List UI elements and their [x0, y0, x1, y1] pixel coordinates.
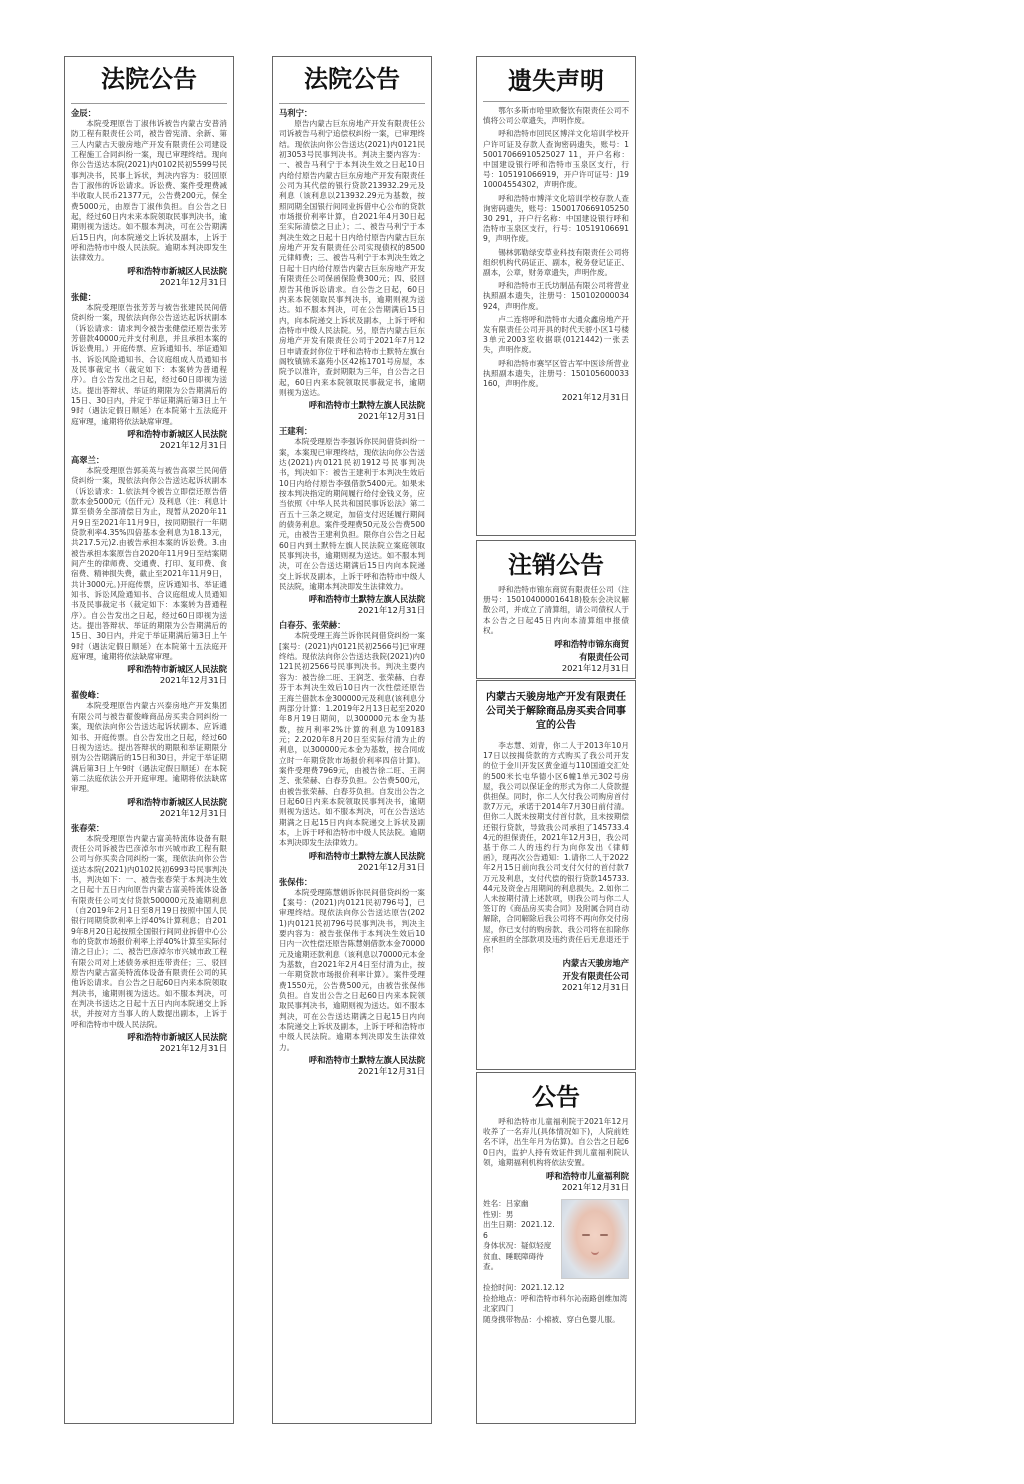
notice-court: 呼和浩特市新城区人民法院 [127, 265, 227, 276]
developer-date: 2021年12月31日 [561, 982, 629, 993]
notice-date: 2021年12月31日 [357, 1066, 425, 1077]
eye-shape [582, 1234, 590, 1236]
notice-date: 2021年12月31日 [159, 276, 227, 287]
court-notice [71, 823, 227, 1055]
child-info-line: 身体状况：疑似轻度贫血、睡眠障碍待查。 [483, 1241, 552, 1272]
notice-court: 呼和浩特市土默特左旗人民法院 [308, 850, 425, 861]
court-notices-column-1 [64, 56, 234, 1424]
cancel-date: 2021年12月31日 [561, 663, 629, 674]
notice-date: 2021年12月31日 [159, 439, 227, 450]
announce-date: 2021年12月31日 [561, 1182, 629, 1193]
notice-body: 本院受理原告郭美英与被告高翠兰民间借贷纠纷一案，现依法向你公告送达起诉状副本（诉讼请求：1.依法判令被告立即偿还原告借款本金5000元（伍仟元）及利息（注：利息计算至债务全部清偿日为止，现暂从2020年11月9日至2021年11月9日，按同期银行一年期贷款利率4.35%四倍基本金利息为18.13元，共217.5元)2.由被告承担本案的诉讼费。3.由被告承担本案原告自2020年11月9日至结案期间产生的律师费、交通费、打印、复印费、食宿费、精神损失费，截止至2021年11月9日，共计3000元。)开庭传票，应诉通知书、举证通知书、诉讼风险通知书、合议庭组成人员通知书及民事裁定书（裁定如下：本案转为普通程序）。自公告发出之日起，经过60日即视为送达。提出答辩状、举证的期限为公告期满后的15日、30日内，并定于举证期满后第3日上午9时（遇法定假日顺延）在本院第十五法庭开庭审理，逾期将依法缺席审理。 [71, 465, 228, 662]
court-notice [279, 108, 425, 422]
notice-body: 本院受理王海兰诉你民间借贷纠纷一案[案号：(2021)内0121民初2566号]已审理终结。现依法向你公告送达我院(2021)内0121民初2566号民事判决书。判决主要内容为：被告徐二旺、王润芝、张荣赫、白春芬于本判决生效后10日内一次性偿还原告王海兰借款本金300000元及利息(该利息分两部分计算：1.2019年2月13日起至2020年8月19日期间，以300000元本金为基数，按月利率2%计算的利息为109183元；2.2020年8月20日至实际付清为止的利息，以300000元本金为基数，按合同成立时一年期贷款市场报价利率四倍计算)。案件受理费7969元，由被告徐二旺、王润芝、张荣赫、白春芬负担。公告费500元，由被告张荣赫、白春芬负担。自发出公告之日起60日内来本院领取民事判决书，逾期则视为送达。如不服本判决，可在公告送达期满之日起15日内向本院递交上诉状及副本，上诉于呼和浩特市中级人民法院。逾期本判决即发生法律效力。 [279, 631, 425, 848]
notice-date: 2021年12月31日 [159, 675, 227, 686]
notice-date: 2021年12月31日 [357, 411, 425, 422]
child-info-section [483, 1199, 629, 1279]
lost-item: 呼和浩特市王氏坊制品有限公司将营业执照副本遗失，注册号：150102000034924，声明作废。 [483, 281, 629, 311]
notice-body: 本院受理原告丁淑伟诉被告内蒙古安普消防工程有限责任公司，被告曾宪清、余新、第三人内蒙古天骏房地产开发有限责任公司建设工程施工合同纠纷一案，现已审理终结。现向你公告送达本院(2021)内0102民初5599号民事判决书，民事上诉状，判决内容为：驳回原告丁淑伟的诉讼请求。诉讼费、案件受理费减半收取人民币21377元，公告费200元，保全费5000元，由原告丁淑伟负担。自公告之日起，经过60日内未来本院领取民事判决书，逾期则视为送达。如不服本判决，可在公告期满后15日内，向本院递交上诉状及副本，上诉于呼和浩特市中级人民法院。逾期本判决即发生法律效力。 [71, 119, 227, 263]
child-info-list [483, 1199, 557, 1279]
notice-addressee: 张健： [71, 291, 96, 302]
pickup-info [483, 1283, 629, 1325]
notice-court: 呼和浩特市土默特左旗人民法院 [308, 400, 425, 411]
developer-body: 李志慧、刘青，你二人于2013年10月17日以按揭贷款的方式购买了我公司开发的位于金川开发区黄金道与110国道交汇处的500米长屯华德小区6幢1单元302号房屋，我公司以保证金的形式为你二人贷款提供担保。同时，你二人欠付我公司购房首付款7万元，承诺于2014年7月30日前付清。但你二人既未按期支付首付款，且未按期偿还银行贷款，导致我公司承担了145733.44元的担保责任，2021年12月3日，我公司基于你二人的违约行为向你发出《律师函》，现再次公告通知：1.请你二人于2022年2月15日前向我公司支付欠付的首付款7万元及利息，支付代偿的银行贷款145733.44元及资金占用期间的利息损失。2.如你二人未按期付清上述款项，则我公司与你二人签订的《商品房买卖合同》及附属合同自动解除，合同解除后我公司将不再向你交付房屋，你已支付的购房款、我公司将在扣除你应承担的全部款项及违约责任后无息退还于你！ [483, 741, 629, 955]
eye-shape [600, 1234, 608, 1236]
notice-date: 2021年12月31日 [159, 807, 227, 818]
developer-signature-line-1: 内蒙古天骏房地产 [562, 958, 629, 969]
court-notice [279, 620, 425, 872]
child-info-line: 性别：男 [483, 1209, 514, 1219]
lost-item: 呼和浩特市博洋文化培训学校存款人查询密码遗失，账号：150017066910525030 291，开户行名称：中国建设银行呼和浩特市玉泉区支行，行号：105191066919，声明作废。 [483, 193, 629, 244]
title-divider [483, 101, 629, 102]
developer-notice-title: 内蒙古天骏房地产开发有限责任公司关于解除商品房买卖合同事宜的公告 [486, 692, 626, 731]
notice-court: 呼和浩特市新城区人民法院 [127, 1032, 227, 1043]
notice-addressee: 张春荣： [71, 822, 105, 833]
court-notice [71, 690, 227, 818]
lost-item: 鄂尔多斯市哈里欧餐饮有限责任公司不慎将公司公章遗失，声明作废。 [483, 106, 629, 126]
court-notice [71, 292, 227, 451]
notice-addressee: 高翠兰： [71, 454, 105, 465]
developer-signature-line-2: 开发有限责任公司 [562, 971, 629, 982]
notice-court: 呼和浩特市新城区人民法院 [127, 664, 227, 675]
pickup-line: 随身携带物品：小棉被、穿白色婴儿服。 [483, 1314, 620, 1324]
notice-court: 呼和浩特市新城区人民法院 [127, 796, 227, 807]
announce-body: 呼和浩特市儿童福利院于2021年12月收养了一名弃儿(具体情况如下)，人院前姓名不详，出生年月为估算)。自公告之日起60日内，监护人持有效证件到儿童福利院认领，逾期福利机构将依法安置。 [483, 1117, 629, 1167]
notice-date: 2021年12月31日 [159, 1043, 227, 1054]
notice-body: 原告内蒙古巨东房地产开发有限责任公司诉被告马利宁追偿权纠纷一案，已审理终结。现依法向你公告送达(2021)内0121民初3053号民事判决书。判决主要内容为：一、被告马利宁于本判决生效之日起10日内给付原告内蒙古巨东房地产开发有限责任公司为其代偿的银行贷款213932.29元及利息（该利息以213932.29元为基数，按照同期全国银行间同业拆借中心公布的贷款市场报价利率计算，自2021年4月30日起至实际清偿之日止）；二、被告马利宁于本判决生效之日起十日内给付原告内蒙古巨东房地产开发有限责任公司实现债权的8500元律师费；三、被告马利宁于本判决生效之日起十日内给付原告内蒙古巨东房地产开发有限责任公司保函保险费300元；四、驳回原告其他诉讼请求。自公告之日起，60日内来本院领取民事判决书，逾期则视为送达。如不服本判决，可在公告期满后15日内，向本院递交上诉状及副本，上诉于呼和浩特市中级人民法院。另，原告内蒙古巨东房地产开发有限责任公司于2021年7月12日申请查封你位于呼和浩特市土默特左旗台阁牧镇锦禾嘉苑小区42栋1701号房屋，本院予以准许，查封期限为三年，自公告之日起，60日内来本院领取民事裁定书，逾期则视为送达。 [279, 119, 425, 397]
announce-signature: 呼和浩特市儿童福利院 [546, 1171, 629, 1182]
title-divider [279, 103, 425, 104]
notice-addressee: 马利宁： [279, 108, 313, 118]
court-notice [71, 455, 227, 687]
notices-list [273, 108, 431, 1077]
contract-termination-notice-box [476, 680, 636, 1070]
cancel-body: 呼和浩特市锦东商贸有限责任公司（注册号：150104000016418)股东会决议解散公司，并成立了清算组，请公司债权人于本公告之日起45日内向本清算组申报债权。 [483, 585, 629, 635]
notices-list [65, 108, 233, 1054]
notice-addressee: 翟俊峰： [71, 690, 105, 701]
mouth-shape [591, 1250, 599, 1255]
notice-body: 本院受理陈慧娟诉你民间借贷纠纷一案【案号：(2021)内0121民初796号】，已审理终结。现依法向你公告送达原告(2021)内0121民初796号民事判决书，判决主要内容为：被告张保伟于本判决生效后10日内一次性偿还原告陈慧娟借款本金70000元及逾期还款利息（该利息以70000元本金为基数，自2021年2月4日至付清为止，按一年期贷款市场报价利率计算）。案件受理费1550元，公告费500元，由被告张保伟负担。自发出公告之日起60日内来本院领取民事判决书，逾期则视为送达。如不服本判决，可在公告送达期满之日起15日内向本院递交上诉状及副本，上诉于呼和浩特市中级人民法院。逾期本判决即发生法律效力。 [279, 887, 425, 1052]
lost-title: 遗失声明 [508, 66, 604, 95]
notice-body: 本院受理原告内蒙古富美特流体设备有限责任公司诉被告巴彦淖尔市兴城市政工程有限公司与你买卖合同纠纷一案，现依法向你公告送达本院(2021)内0102民初6993号民事判决书，判决如下：一、被告张春荣于本判决生效之日起十五日内向原告内蒙古富美特流体设备有限责任公司支付货款500000元及逾期利息（自2019年2月1日至8月19日按照中国人民银行同期贷款利率上浮40%计算利息；自2019年8月20日起按照全国银行间同业拆借中心公布的贷款市场报价利率上浮40%计算至实际付清之日止）；二、被告巴彦淖尔市兴城市政工程有限公司对上述债务承担连带责任；三、驳回原告内蒙古富美特流体设备有限责任公司的其他诉讼请求。自公告之日起60日内来本院领取判决书，逾期则视为送达。如不服本判决，可在判决书送达之日起十五日内向本院递交上诉状，并按对方当事人的人数提出副本，上诉于呼和浩特市中级人民法院。 [71, 833, 228, 1029]
notice-addressee: 金辰： [71, 108, 96, 118]
infant-photo [561, 1199, 629, 1279]
court-notice [71, 108, 227, 288]
lost-item: 呼和浩特市赛罕区管古军中医诊所营业执照副本遗失，注册号：150105600033160，声明作废。 [483, 358, 629, 389]
cancel-title: 注销公告 [508, 550, 604, 579]
orphan-announcement-box [476, 1072, 636, 1424]
notice-court: 呼和浩特市土默特左旗人民法院 [308, 1055, 425, 1066]
cancel-signature-line-2: 有限责任公司 [579, 652, 629, 663]
notice-date: 2021年12月31日 [357, 605, 425, 616]
notice-body: 本院受理原告内蒙古兴泰房地产开发集团有限公司与被告翟俊峰商品房买卖合同纠纷一案，现依法向你公告送达起诉状副本、应诉通知书、开庭传票。自公告发出之日起，经过60日视为送达。提出答辩状的期限和举证期限分别为公告期满后的15日和30日，并定于举证期满后第3日上午9时（遇法定假日顺延）在本院第二法庭依法公开开庭审理。逾期将依法缺席审理。 [71, 701, 228, 794]
child-info-line: 出生日期：2021.12.6 [483, 1220, 555, 1240]
cancel-signature-line-1: 呼和浩特市锦东商贸 [554, 639, 629, 650]
court-notice [279, 877, 425, 1078]
notice-addressee: 王建利： [279, 426, 313, 437]
notice-addressee: 白春芬、张荣赫： [279, 620, 346, 631]
announce-title: 公告 [532, 1082, 580, 1111]
notice-court: 呼和浩特市新城区人民法院 [127, 428, 227, 439]
notice-addressee: 张保伟： [279, 876, 313, 887]
court-notice [279, 426, 425, 616]
child-info-line: 姓名：吕家幽 [483, 1199, 529, 1209]
column-title: 法院公告 [101, 64, 197, 93]
pickup-line: 捡拾时间：2021.12.12 [483, 1283, 565, 1293]
lost-date: 2021年12月31日 [561, 392, 629, 403]
title-divider [71, 103, 227, 104]
notice-court: 呼和浩特市土默特左旗人民法院 [308, 594, 425, 605]
notice-body: 本院受理原告张芳芳与被告张建民民间借贷纠纷一案，现依法向你公告送达起诉状副本（诉讼请求：请求判令被告张健偿还原告张芳芳借款40000元并支付利息，并且承担本案的诉讼费用。）开庭传票、应诉通知书、举证通知书、诉讼风险通知书、合议庭组成人员通知书及民事裁定书（裁定如下：本案转为普通程序）。自公告发出之日起，经过60日即视为送达。提出答辩状、举证的期限为公告期满后的15日、30日内，并定于举证期满后第3日上午9时（遇法定假日顺延）在本院第十五法庭开庭审理，逾期将依法缺席审理。 [71, 302, 227, 426]
court-notices-column-2 [272, 56, 432, 1424]
column-title: 法院公告 [304, 64, 400, 93]
lost-item: 卢二连将呼和浩特市大通众鑫房地产开发有限责任公司开具的时代天骄小区1号楼3单元2003室收据联(0121442)一张丢失，声明作废。 [483, 314, 629, 355]
cancellation-notice-box [476, 540, 636, 679]
lost-items [477, 106, 635, 389]
pickup-line: 捡拾地点：呼和浩特市科尔沁南路创维加湾北家四门 [483, 1293, 628, 1314]
lost-statement-box [476, 56, 636, 536]
lost-item: 呼和浩特市回民区博洋文化培训学校开户许可证及存款人查询密码遗失，账号：150017066910525027 11，开户名称：中国建设银行呼和浩特市玉泉区支行，行号：105191066919，开户许可证号：J1910004554302，声明作废。 [483, 129, 629, 190]
lost-item: 锡林郭勒绿安草业科技有限责任公司将组织机构代码证正、副本，税务登记证正、副本，公章，财务章遗失，声明作废。 [483, 247, 629, 278]
notice-date: 2021年12月31日 [357, 861, 425, 872]
notice-body: 本院受理原告李强诉你民间借贷纠纷一案，本案现已审理终结，现依法向你公告送达(2021)内0121民初1912号民事判决书，判决如下：被告王建利于本判决生效后10日内给付原告李强借款5400元。如果未按本判决指定的期间履行给付金钱义务，应当依照《中华人民共和国民事诉讼法》第二百五十三条之规定，加倍支付迟延履行期间的债务利息。案件受理费50元及公告费500元，由被告王建利负担。限你自公告之日起60日内到土默特左旗人民法院立案庭领取民事判决书，逾期则视为送达。如不服本判决，可在公告送达期满后15日内向本院递交上诉状及副本，上诉于呼和浩特市中级人民法院，逾期本判决即发生法律效力。 [279, 437, 425, 592]
